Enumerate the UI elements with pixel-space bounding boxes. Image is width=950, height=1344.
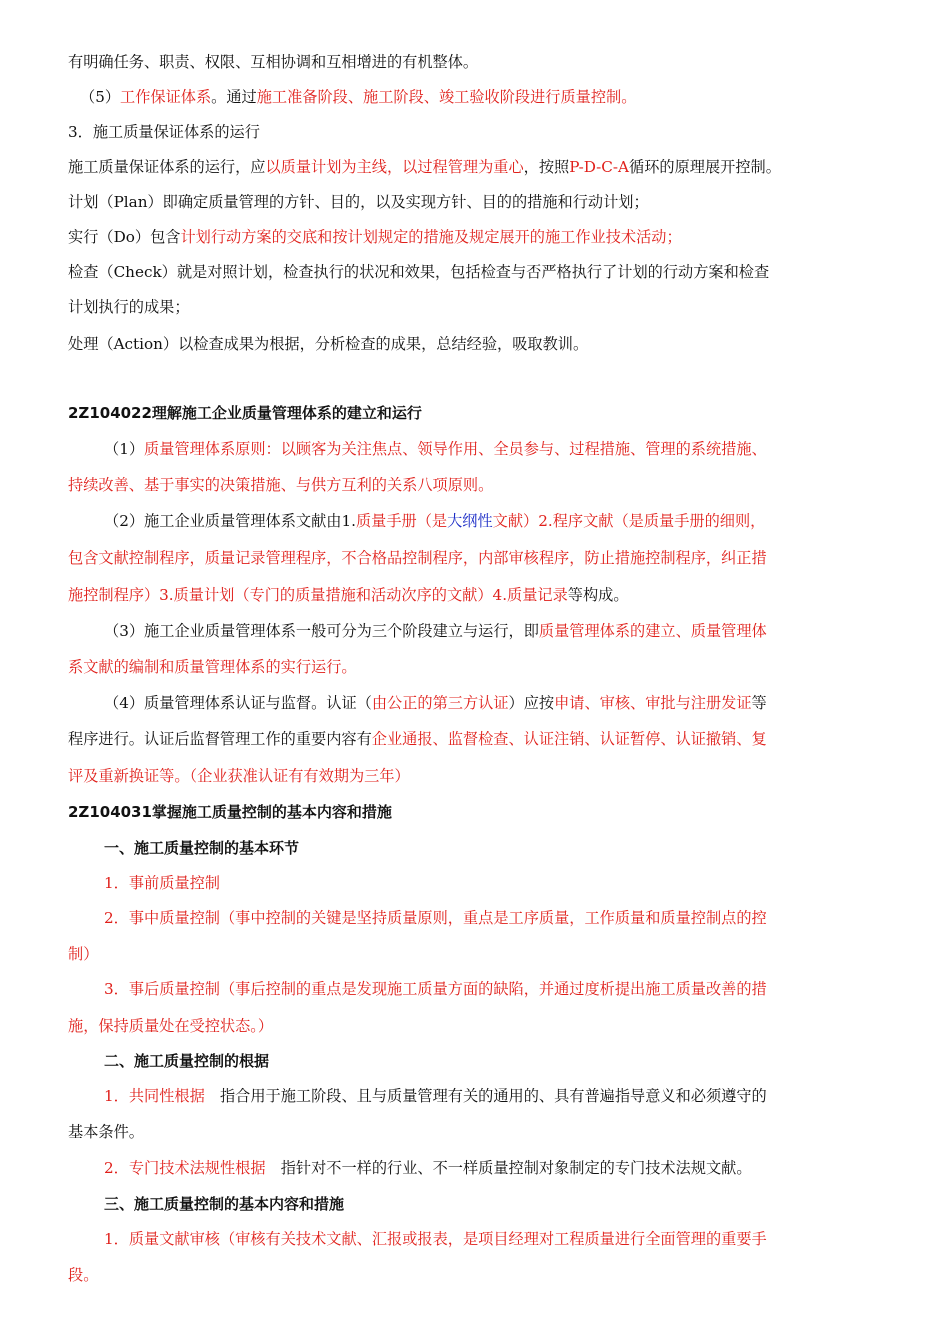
body-text: （1） <box>104 440 145 458</box>
body-text: 实行（Do）包含 <box>68 228 181 246</box>
text-line <box>68 52 478 72</box>
text-line <box>68 585 629 605</box>
body-text: 计划（Plan）即确定质量管理的方针、目的，以及实现方针、目的的措施和行动计划； <box>68 193 649 211</box>
text-line <box>68 1016 273 1036</box>
text-line <box>104 621 767 641</box>
body-text: 等 <box>751 694 767 712</box>
highlight-text: 计划行动方案的交底和按计划规定的措施及规定展开的施工作业技术活动； <box>180 228 682 246</box>
text-line <box>104 838 299 858</box>
body-text: 计划执行的成果； <box>68 298 190 316</box>
highlight-text: 3．事后质量控制（事后控制的重点是发现施工质量方面的缺陷，并通过度析提出施工质量改善的措 <box>104 980 767 998</box>
body-text: 指合用于施工阶段、且与质量管理有关的通用的、具有普遍指导意义和必须遵守的 <box>204 1087 767 1105</box>
highlight-text: 1．质量文献审核（审核有关技术文献、汇报或报表，是项目经理对工程质量进行全面管理的重要手 <box>104 1230 767 1248</box>
text-line <box>68 122 260 142</box>
text-line <box>104 439 767 459</box>
text-line <box>68 297 190 317</box>
text-line <box>68 192 649 212</box>
section-heading: 一、施工质量控制的基本环节 <box>104 839 300 857</box>
text-line <box>68 157 781 177</box>
highlight-text: 2．专门技术法规性根据 <box>104 1159 266 1177</box>
body-text: （2）施工企业质量管理体系文献由1. <box>104 512 356 530</box>
text-line <box>68 334 588 354</box>
text-line <box>104 1051 269 1071</box>
highlight-text: 申请、审核、审批与注册发证 <box>554 694 752 712</box>
highlight-text: 质量管理体系原则：以顾客为关注焦点、领导作用、全员参与、过程措施、管理的系统措施、 <box>144 440 767 458</box>
text-line <box>104 1229 767 1249</box>
body-text: 处理（Action）以检查成果为根据，分析检查的成果，总结经验，吸取教训。 <box>68 335 589 353</box>
highlight-text: 1．共同性根据 <box>104 1087 205 1105</box>
text-line <box>68 548 767 568</box>
section-heading: 2Z104022理解施工企业质量管理体系的建立和运行 <box>68 404 422 422</box>
highlight-text: 施工准备阶段、施工阶段、竣工验收阶段进行质量控制。 <box>256 88 637 106</box>
body-text: （5） <box>80 88 121 106</box>
text-line <box>68 403 422 423</box>
text-line <box>68 475 493 495</box>
highlight-text: 质量管理体系的建立、质量管理体 <box>538 622 767 640</box>
text-line <box>104 511 765 531</box>
section-heading: 2Z104031掌握施工质量控制的基本内容和措施 <box>68 803 392 821</box>
highlight-text: 2．事中质量控制（事中控制的关键是坚持质量原则，重点是工序质量，工作质量和质量控制点的控 <box>104 909 767 927</box>
text-line <box>68 944 98 964</box>
text-line <box>68 1122 144 1142</box>
body-text: ，按照 <box>523 158 570 176</box>
body-text: 施工质量保证体系的运行，应 <box>68 158 266 176</box>
body-text: 等构成。 <box>567 586 629 604</box>
highlight-text: 包含文献控制程序，质量记录管理程序，不合格品控制程序，内部审核程序，防止措施控制程序，纠正措 <box>68 549 767 567</box>
text-line <box>104 908 767 928</box>
highlight-text: 以质量计划为主线，以过程管理为重心 <box>265 158 524 176</box>
text-line <box>68 657 357 677</box>
body-text: （3）施工企业质量管理体系一般可分为三个阶段建立与运行，即 <box>104 622 539 640</box>
section-heading: 二、施工质量控制的根据 <box>104 1052 270 1070</box>
section-heading: 三、施工质量控制的基本内容和措施 <box>104 1195 345 1213</box>
text-line <box>68 802 392 822</box>
text-line <box>68 227 682 247</box>
body-text: 循环的原理展开控制。 <box>629 158 781 176</box>
highlight-text: 质量手册（是 <box>355 512 448 530</box>
highlight-text: 由公正的第三方认证 <box>371 694 509 712</box>
body-text: 程序进行。认证后监督管理工作的重要内容有 <box>68 730 372 748</box>
highlight-text: P-D-C-A <box>569 158 630 176</box>
highlight-text: 施控制程序）3.质量计划（专门的质量措施和活动次序的文献）4.质量记录 <box>68 586 568 604</box>
text-line <box>80 87 636 107</box>
highlight-text: 文献）2.程序文献（是质量手册的细则， <box>492 512 766 530</box>
highlight-text: 1．事前质量控制 <box>104 874 220 892</box>
highlight-text: 持续改善、基于事实的决策措施、与供方互利的关系八项原则。 <box>68 476 494 494</box>
body-text: 指针对不一样的行业、不一样质量控制对象制定的专门技术法规文献。 <box>265 1159 752 1177</box>
text-line <box>104 693 767 713</box>
text-line <box>68 262 769 282</box>
highlight-text: 段。 <box>68 1266 99 1284</box>
body-text: 3．施工质量保证体系的运行 <box>68 123 260 141</box>
blue-text: 大纲性 <box>447 512 493 530</box>
body-text: 。通过 <box>211 88 257 106</box>
body-text: 有明确任务、职责、权限、互相协调和互相增进的有机整体。 <box>68 53 479 71</box>
body-text: （4）质量管理体系认证与监督。认证（ <box>104 694 372 712</box>
highlight-text: 制） <box>68 945 99 963</box>
body-text: 检查（Check）就是对照计划，检查执行的状况和效果，包括检查与否严格执行了计划的行动方案和检查 <box>68 263 770 281</box>
text-line <box>104 1158 752 1178</box>
text-line <box>68 729 767 749</box>
text-line <box>104 1194 344 1214</box>
highlight-text: 企业通报、监督检查、认证注销、认证暂停、认证撤销、复 <box>371 730 767 748</box>
text-line <box>68 1265 98 1285</box>
text-line <box>104 1086 767 1106</box>
highlight-text: 评及重新换证等。（企业获准认证有有效期为三年） <box>68 767 410 785</box>
body-text: ）应按 <box>508 694 555 712</box>
highlight-text: 系文献的编制和质量管理体系的实行运行。 <box>68 658 357 676</box>
text-line <box>104 979 767 999</box>
highlight-text: 工作保证体系 <box>120 88 212 106</box>
body-text: 基本条件。 <box>68 1123 144 1141</box>
text-line <box>68 766 410 786</box>
text-line <box>104 873 220 893</box>
highlight-text: 施，保持质量处在受控状态。） <box>68 1017 274 1035</box>
